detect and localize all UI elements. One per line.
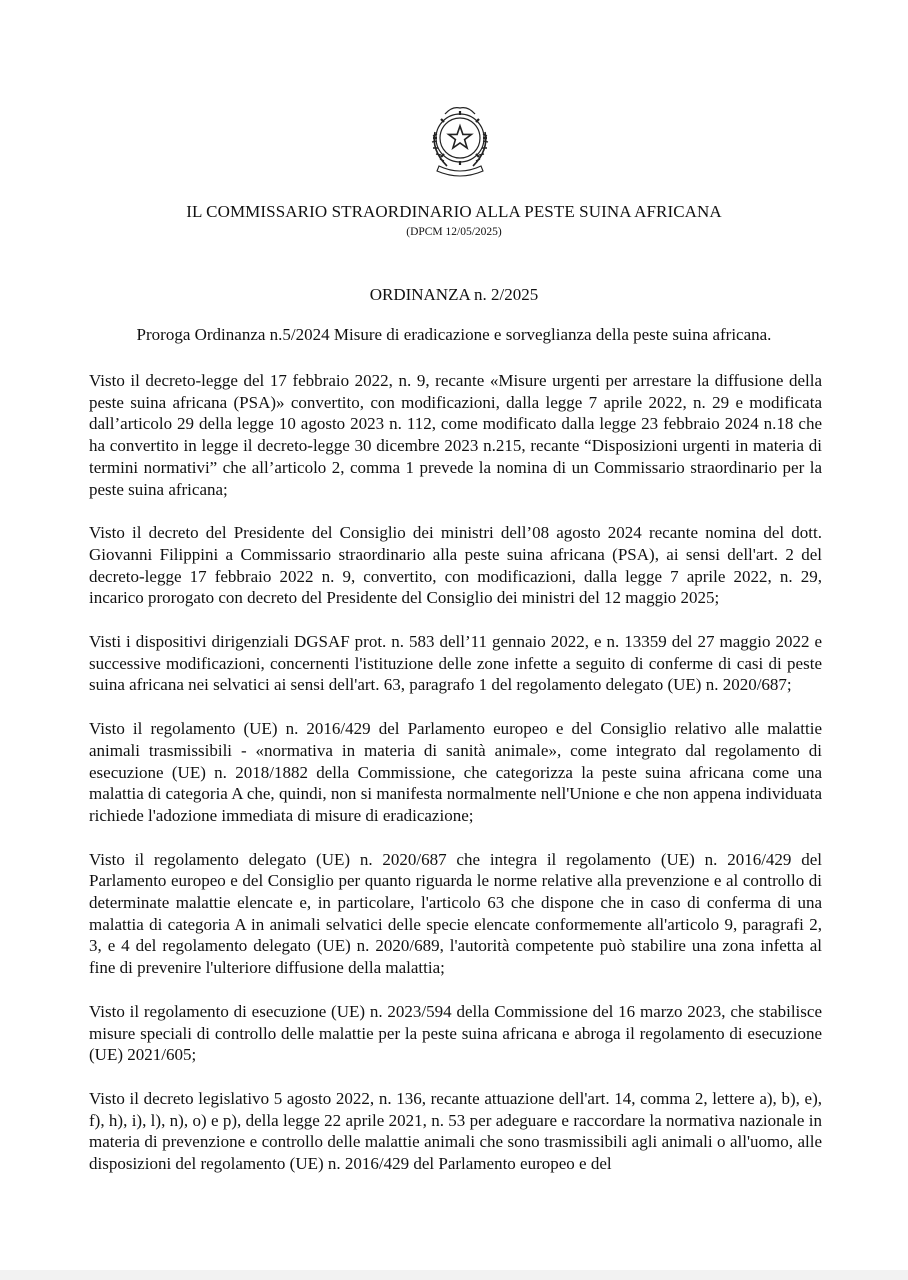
ordinance-title: ORDINANZA n. 2/2025 (369, 285, 539, 304)
dpcm-reference: (DPCM 12/05/2025) (406, 226, 502, 238)
issuing-authority: IL COMMISSARIO STRAORDINARIO ALLA PESTE SUINA AFRICANA (186, 202, 722, 221)
paragraph-visto-reg-esecuzione-2023-594: Visto il regolamento di esecuzione (UE) n. 2023/594 della Commissione del 16 marzo 2023, che stabilisce misure speciali di controllo delle malattie per la peste suina africana e abroga il regolamento di esecuzione (UE) 2021/605; (89, 1001, 822, 1065)
paragraph-visto-reg-delegato-2020-687: Visto il regolamento delegato (UE) n. 2020/687 che integra il regolamento (UE) n. 2016/429 del Parlamento europeo e del Consiglio per quanto riguarda le norme relative alla prevenzione e al controllo di determinate malattie elencate e, in particolare, l'articolo 63 che dispone che in caso di conferma di una malattia di categoria A in animali selvatici delle specie elencate conformemente all'articolo 9, paragrafi 2, 3, e 4 del regolamento delegato (UE) n. 2020/689, l'autorità competente può stabilire una zona infetta al fine di prevenire l'ulteriore diffusione della malattia; (89, 849, 822, 978)
paragraph-visti-dispositivi-dgsaf: Visti i dispositivi dirigenziali DGSAF prot. n. 583 dell’11 gennaio 2022, e n. 13359 del 27 maggio 2022 e successive modificazioni, concernenti l'istituzione delle zone infette a seguito di conferme di casi di peste suina africana nei selvatici ai sensi dell'art. 63, paragrafo 1 del regolamento delegato (UE) n. 2020/687; (89, 632, 822, 695)
paragraph-visto-dl-9-2022: Visto il decreto-legge del 17 febbraio 2022, n. 9, recante «Misure urgenti per arrestare la diffusione della peste suina africana (PSA)» convertito, con modificazioni, dalla legge 7 aprile 2022, n. 29 e modificata dall’articolo 29 della legge 10 agosto 2023 n. 112, come modificato dalla legge 23 febbraio 2024 n.18 che ha convertito in legge il decreto-legge 30 dicembre 2023 n.215, recante “Disposizioni urgenti in materia di termini normativi” che all’articolo 2, comma 1 prevede la nomina di un Commissario straordinario per la peste suina africana; (89, 371, 822, 499)
paragraph-visto-dpcm-nomina: Visto il decreto del Presidente del Consiglio dei ministri dell’08 agosto 2024 recante nomina del dott. Giovanni Filippini a Commissario straordinario alla peste suina africana (PSA), ai sensi dell'art. 2 del decreto-legge 17 febbraio 2022 n. 9, convertito, con modificazioni, dalla legge 7 aprile 2022, n. 29, incarico prorogato con decreto del Presidente del Consiglio dei ministri del 12 maggio 2025; (89, 523, 822, 608)
italian-republic-emblem-icon (425, 102, 495, 178)
page-bottom-edge (0, 1270, 908, 1280)
paragraph-visto-dlgs-136-2022: Visto il decreto legislativo 5 agosto 2022, n. 136, recante attuazione dell'art. 14, comma 2, lettere a), b), e), f), h), i), l), n), o) e p), della legge 22 aprile 2021, n. 53 per adeguare e raccordare la normativa nazionale in materia di prevenzione e controllo delle malattie animali che sono trasmissibili agli animali o all'uomo, alle disposizioni del regolamento (UE) n. 2016/429 del Parlamento europeo e del (89, 1088, 822, 1174)
ordinance-subject: Proroga Ordinanza n.5/2024 Misure di eradicazione e sorveglianza della peste suina africana. (136, 325, 772, 344)
paragraph-visto-reg-2016-429: Visto il regolamento (UE) n. 2016/429 del Parlamento europeo e del Consiglio relativo alle malattie animali trasmissibili - «normativa in materia di sanità animale», come integrato dal regolamento di esecuzione (UE) n. 2018/1882 della Commissione, che categorizza la peste suina africana come una malattia di categoria A che, quindi, non si manifesta normalmente nell'Unione e che non appena individuata richiede l'adozione immediata di misure di eradicazione; (89, 719, 822, 825)
document-body (89, 370, 822, 1197)
